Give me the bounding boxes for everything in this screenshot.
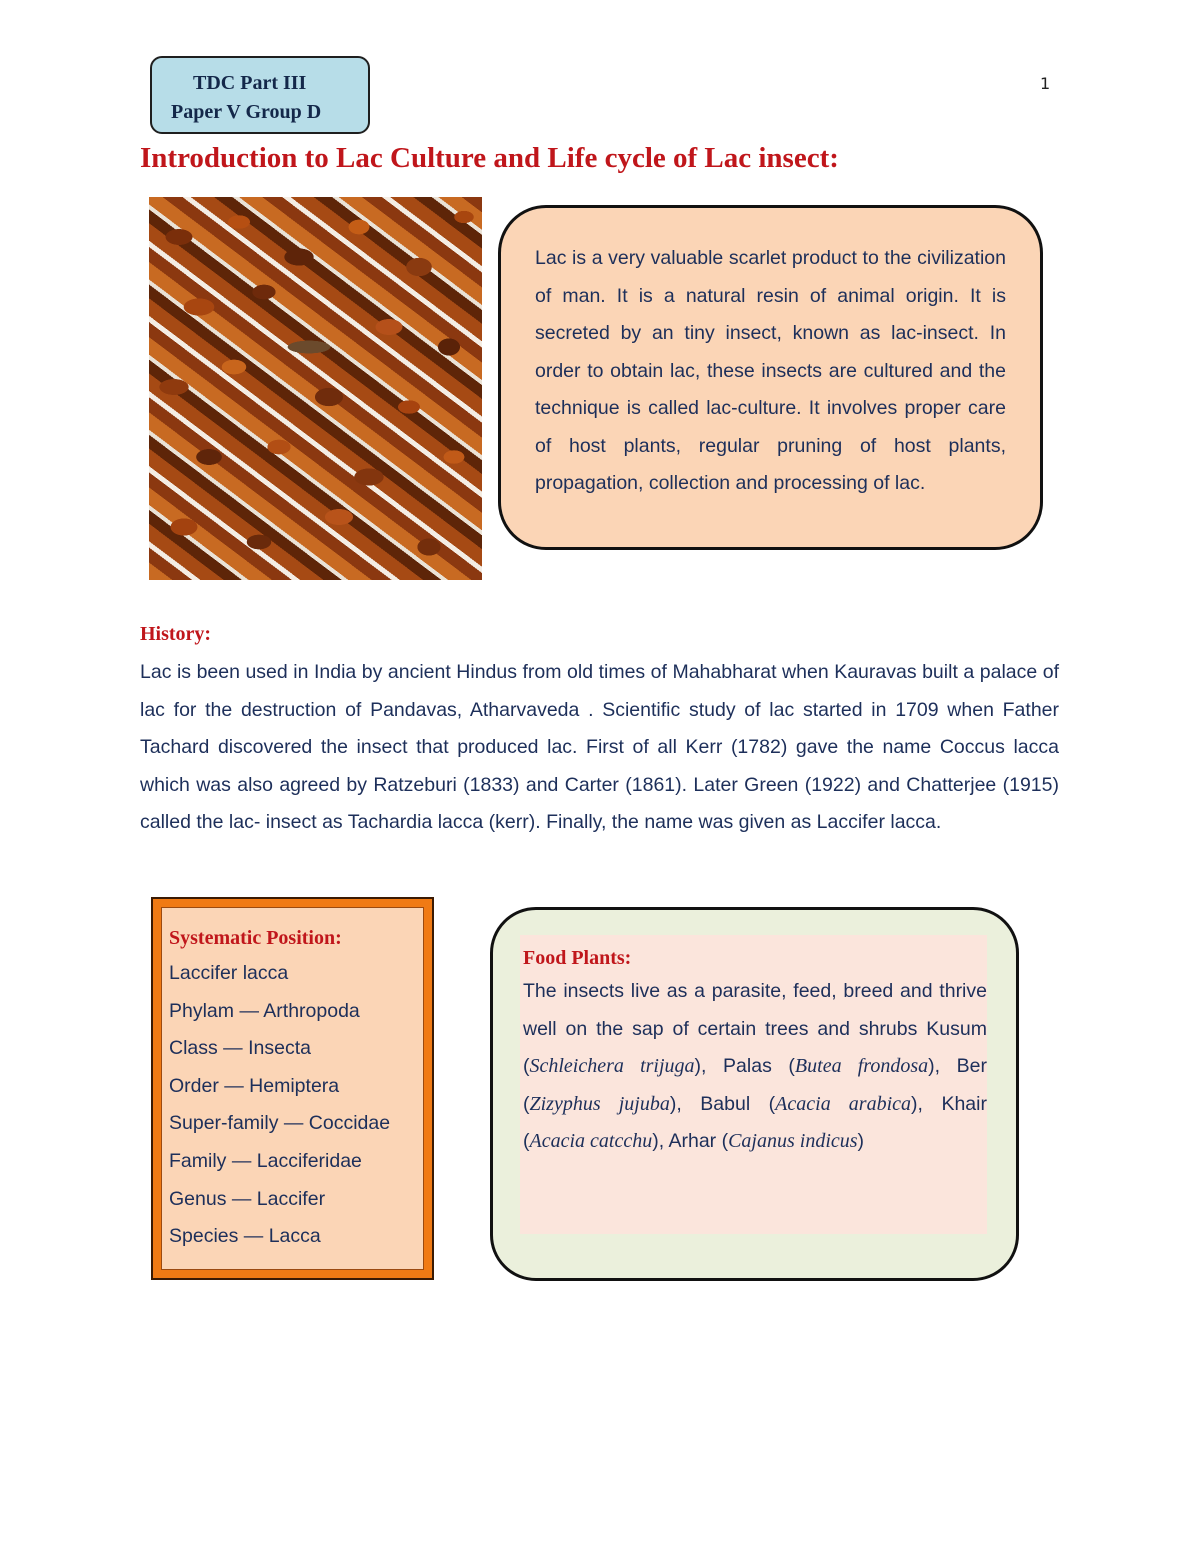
systematic-item-species: Species — Lacca <box>169 1225 321 1248</box>
systematic-item-order: Order — Hemiptera <box>169 1074 340 1097</box>
systematic-heading: Systematic Position: <box>169 927 342 949</box>
history-text: Lac is been used in India by ancient Hindus from old times of Mahabharat when Kauravas built a palace of lac for the destruction of Pandavas, Atharvaveda . Scientific study of lac started in 1709 when Father Tachard discovered the insect that produced lac. First of all Kerr (1782) gave the name Coccus lacca which was also agreed by Ratzeburi (1833) and Carter (1861). Later Green (1922) and Chatterjee (1915) called the lac- insect as Tachardia lacca (kerr). Finally, the name was given as Laccifer lacca. <box>140 661 1059 834</box>
food-plant-scientific: Acacia arabica <box>775 1092 912 1115</box>
history-heading: History: <box>140 623 212 645</box>
food-plant-scientific: Acacia catcchu <box>529 1130 653 1152</box>
systematic-item-class: Class — Insecta <box>169 1037 311 1060</box>
food-plant-scientific: Butea frondosa <box>794 1055 929 1077</box>
food-plants-text: The insects live as a parasite, feed, breed and thrive well on the sap of certain trees and shrubs Kusum (Schleichera trijuga), Palas (Butea frondosa), Ber (Zizyphus jujuba), Babul (Acacia arabica), Khair (Acacia catcchu), Arhar (Cajanus indicus) <box>523 980 987 1152</box>
food-plant-name: Babul <box>700 1092 751 1115</box>
food-plant-name: Ber <box>956 1055 987 1077</box>
page-title: Introduction to Lac Culture and Life cycle of Lac insect: <box>140 142 839 174</box>
food-plant-name: Kusum <box>926 1017 987 1040</box>
food-plant-name: Arhar <box>668 1130 717 1152</box>
systematic-position-box <box>151 897 434 1280</box>
food-plants-intro: The insects live as a parasite, feed, breed and thrive well on the sap of certain trees and shrubs <box>523 980 987 1040</box>
lac-resin-photo <box>149 197 482 580</box>
systematic-item-family: Family — Lacciferidae <box>169 1149 362 1172</box>
page-number: 1 <box>1040 74 1051 93</box>
systematic-item-genus: Genus — Laccifer <box>169 1187 326 1210</box>
course-line-1: TDC Part III <box>193 72 307 94</box>
course-line-2: Paper V Group D <box>171 101 322 123</box>
food-plant-scientific: Zizyphus jujuba <box>529 1092 670 1115</box>
intro-callout <box>498 205 1043 550</box>
food-plants-heading: Food Plants: <box>523 947 632 969</box>
food-plant-scientific: Schleichera trijuga <box>529 1055 695 1077</box>
course-label-box <box>150 56 370 134</box>
intro-text: Lac is a very valuable scarlet product to the civilization of man. It is a natural resin of animal origin. It is secreted by an tiny insect, known as lac-insect. In order to obtain lac, these insects are cultured and the technique is called lac-culture. It involves proper care of host plants, regular pruning of host plants, propagation, collection and processing of lac. <box>535 247 1006 494</box>
systematic-position-panel <box>161 907 424 1270</box>
food-plant-name: Palas <box>723 1055 772 1077</box>
food-plants-panel <box>520 935 987 1234</box>
systematic-item-phylum: Phylam — Arthropoda <box>169 999 360 1022</box>
systematic-list <box>169 955 423 1256</box>
food-plant-scientific: Cajanus indicus <box>728 1130 858 1152</box>
systematic-item-species-name: Laccifer lacca <box>169 962 289 984</box>
food-plant-name: Khair <box>941 1092 987 1115</box>
systematic-item-superfamily: Super-family — Coccidae <box>169 1112 391 1135</box>
